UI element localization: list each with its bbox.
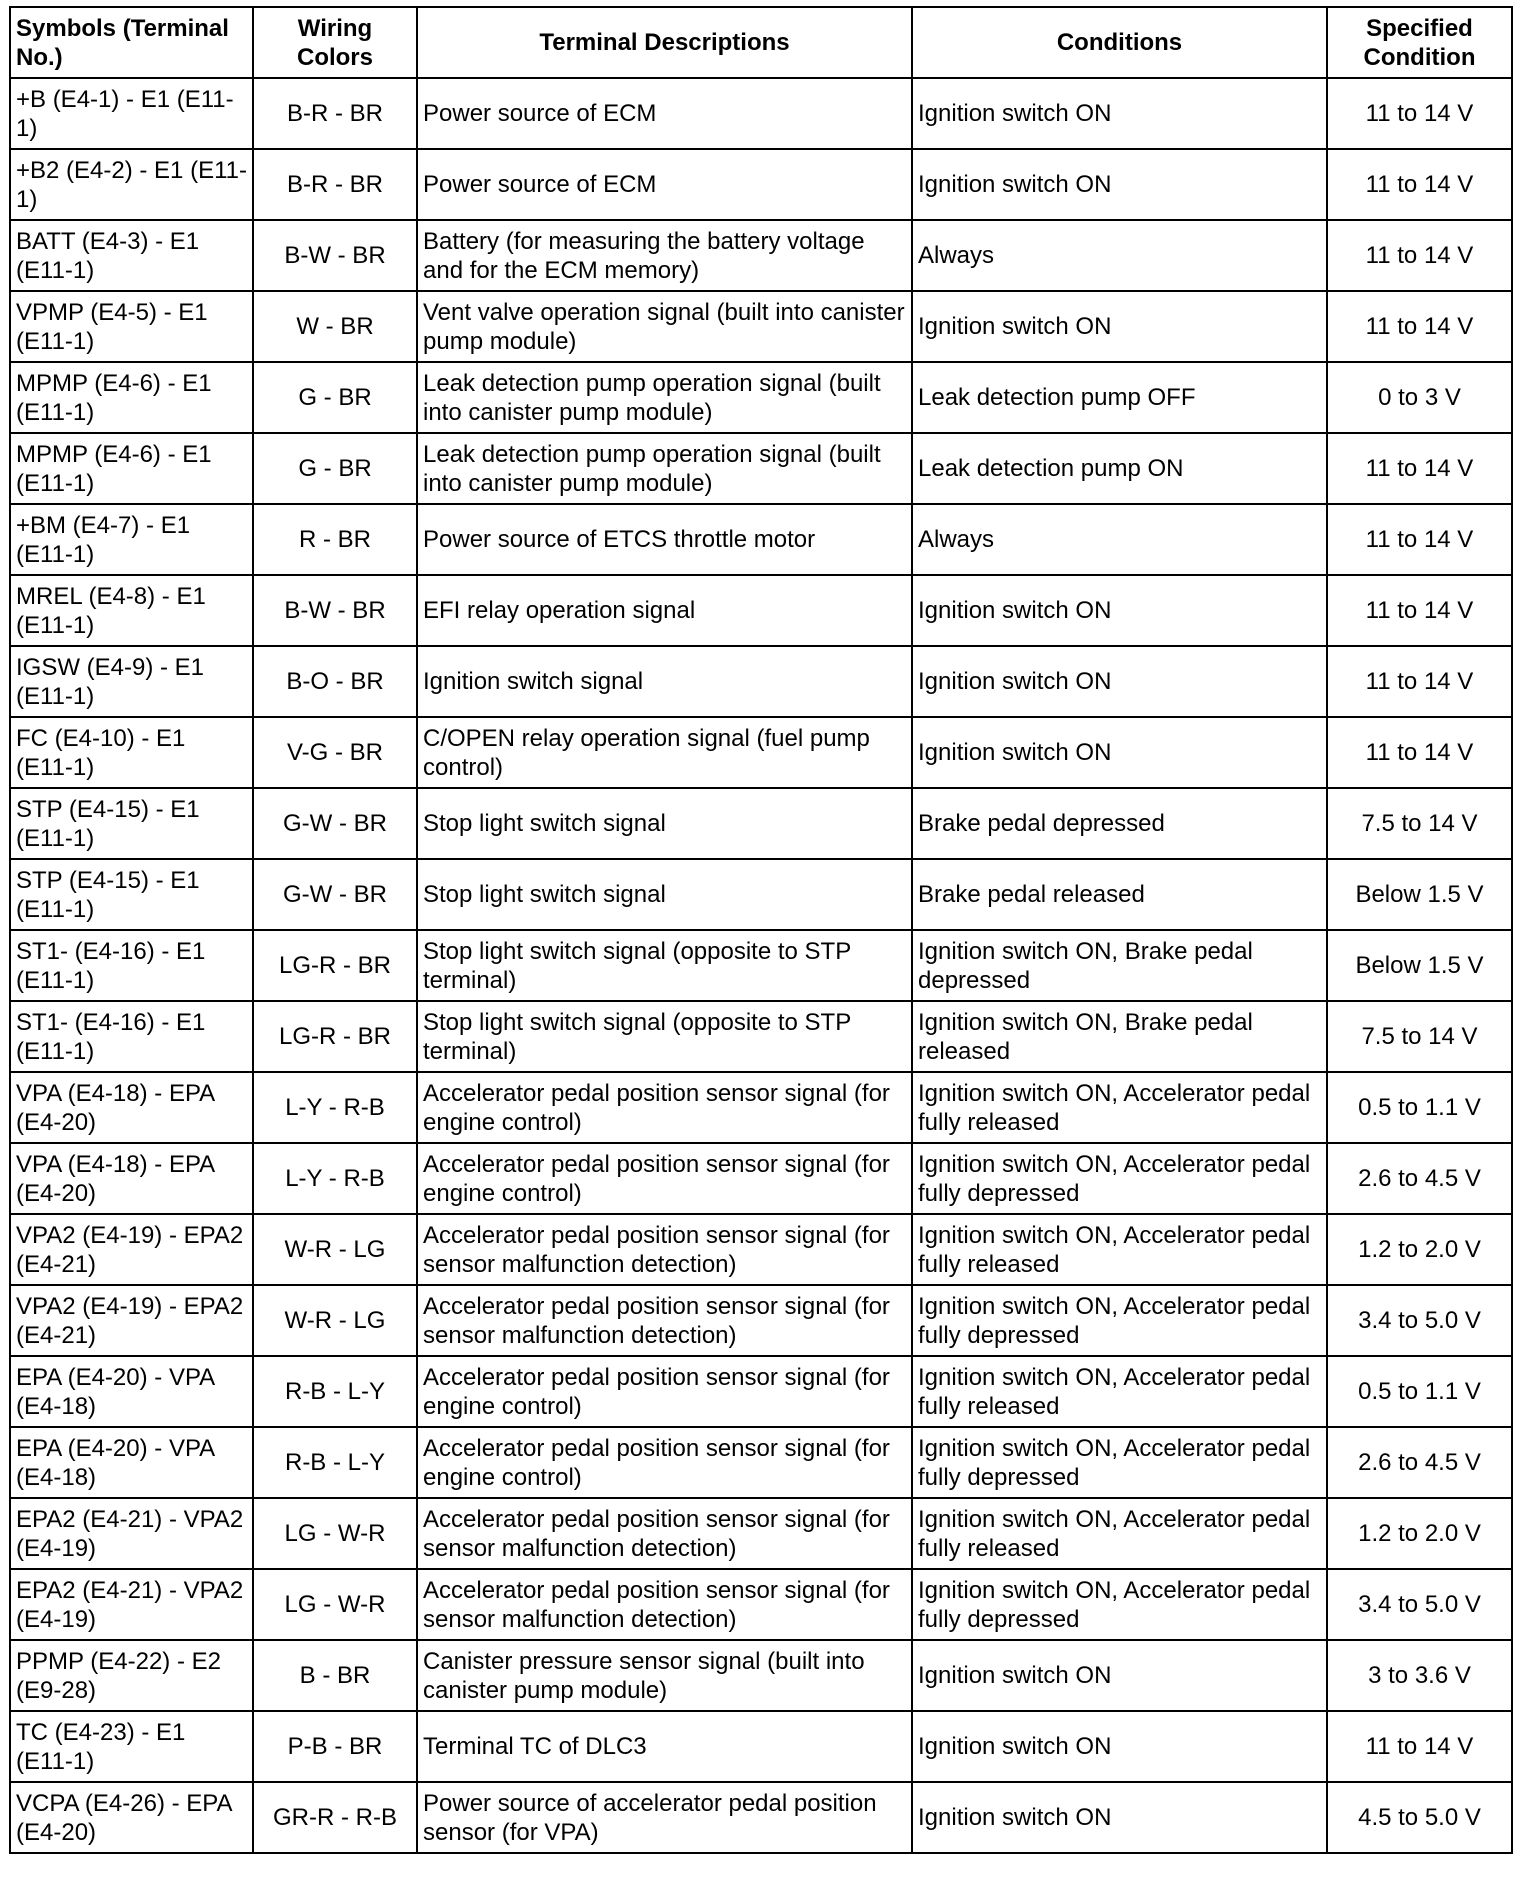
cell-symbol: VCPA (E4-26) - EPA (E4-20) bbox=[10, 1782, 253, 1853]
cell-wiring-color: GR-R - R-B bbox=[253, 1782, 417, 1853]
terminal-spec-sheet bbox=[9, 6, 1511, 1854]
cell-specified-condition: 1.2 to 2.0 V bbox=[1327, 1498, 1512, 1569]
cell-wiring-color: LG-R - BR bbox=[253, 930, 417, 1001]
cell-symbol: MPMP (E4-6) - E1 (E11-1) bbox=[10, 433, 253, 504]
table-row bbox=[10, 1214, 1512, 1285]
cell-specified-condition: 11 to 14 V bbox=[1327, 149, 1512, 220]
table-row bbox=[10, 859, 1512, 930]
cell-specified-condition: 11 to 14 V bbox=[1327, 646, 1512, 717]
table-row bbox=[10, 1782, 1512, 1853]
cell-specified-condition: 2.6 to 4.5 V bbox=[1327, 1427, 1512, 1498]
cell-description: Vent valve operation signal (built into canister pump module) bbox=[417, 291, 912, 362]
table-row bbox=[10, 1285, 1512, 1356]
table-row bbox=[10, 1356, 1512, 1427]
cell-symbol: EPA2 (E4-21) - VPA2 (E4-19) bbox=[10, 1569, 253, 1640]
cell-specified-condition: 3.4 to 5.0 V bbox=[1327, 1569, 1512, 1640]
table-row bbox=[10, 433, 1512, 504]
cell-specified-condition: 0.5 to 1.1 V bbox=[1327, 1356, 1512, 1427]
header-specified-condition: Specified Condition bbox=[1327, 7, 1512, 78]
table-row bbox=[10, 930, 1512, 1001]
cell-wiring-color: B-O - BR bbox=[253, 646, 417, 717]
table-row bbox=[10, 504, 1512, 575]
cell-symbol: EPA2 (E4-21) - VPA2 (E4-19) bbox=[10, 1498, 253, 1569]
cell-description: Accelerator pedal position sensor signal (for engine control) bbox=[417, 1143, 912, 1214]
cell-wiring-color: B-W - BR bbox=[253, 220, 417, 291]
cell-wiring-color: R - BR bbox=[253, 504, 417, 575]
cell-specified-condition: 11 to 14 V bbox=[1327, 291, 1512, 362]
cell-condition: Ignition switch ON, Brake pedal depressed bbox=[912, 930, 1327, 1001]
cell-description: C/OPEN relay operation signal (fuel pump control) bbox=[417, 717, 912, 788]
cell-wiring-color: G-W - BR bbox=[253, 788, 417, 859]
table-row bbox=[10, 1569, 1512, 1640]
cell-condition: Brake pedal released bbox=[912, 859, 1327, 930]
cell-specified-condition: 11 to 14 V bbox=[1327, 1711, 1512, 1782]
cell-wiring-color: P-B - BR bbox=[253, 1711, 417, 1782]
cell-condition: Leak detection pump ON bbox=[912, 433, 1327, 504]
cell-description: Accelerator pedal position sensor signal (for sensor malfunction detection) bbox=[417, 1498, 912, 1569]
cell-description: Leak detection pump operation signal (built into canister pump module) bbox=[417, 362, 912, 433]
cell-specified-condition: 11 to 14 V bbox=[1327, 433, 1512, 504]
cell-specified-condition: 2.6 to 4.5 V bbox=[1327, 1143, 1512, 1214]
cell-condition: Ignition switch ON, Accelerator pedal fully depressed bbox=[912, 1569, 1327, 1640]
cell-description: Canister pressure sensor signal (built into canister pump module) bbox=[417, 1640, 912, 1711]
cell-wiring-color: B-W - BR bbox=[253, 575, 417, 646]
cell-symbol: FC (E4-10) - E1 (E11-1) bbox=[10, 717, 253, 788]
cell-condition: Ignition switch ON, Accelerator pedal fully depressed bbox=[912, 1427, 1327, 1498]
cell-condition: Ignition switch ON, Accelerator pedal fully released bbox=[912, 1498, 1327, 1569]
cell-description: Power source of ECM bbox=[417, 78, 912, 149]
table-row bbox=[10, 1143, 1512, 1214]
cell-wiring-color: LG-R - BR bbox=[253, 1001, 417, 1072]
cell-specified-condition: 11 to 14 V bbox=[1327, 575, 1512, 646]
cell-description: Ignition switch signal bbox=[417, 646, 912, 717]
cell-condition: Ignition switch ON, Accelerator pedal fully depressed bbox=[912, 1143, 1327, 1214]
cell-condition: Ignition switch ON, Accelerator pedal fully released bbox=[912, 1072, 1327, 1143]
cell-symbol: MREL (E4-8) - E1 (E11-1) bbox=[10, 575, 253, 646]
table-row bbox=[10, 291, 1512, 362]
cell-condition: Ignition switch ON, Accelerator pedal fully released bbox=[912, 1214, 1327, 1285]
cell-symbol: EPA (E4-20) - VPA (E4-18) bbox=[10, 1356, 253, 1427]
cell-condition: Ignition switch ON bbox=[912, 1711, 1327, 1782]
header-terminal-descriptions: Terminal Descriptions bbox=[417, 7, 912, 78]
table-row bbox=[10, 1640, 1512, 1711]
terminal-spec-table bbox=[9, 6, 1513, 1854]
cell-specified-condition: 3.4 to 5.0 V bbox=[1327, 1285, 1512, 1356]
table-header bbox=[10, 7, 1512, 78]
cell-description: Accelerator pedal position sensor signal (for sensor malfunction detection) bbox=[417, 1569, 912, 1640]
cell-description: Accelerator pedal position sensor signal (for sensor malfunction detection) bbox=[417, 1214, 912, 1285]
cell-description: Accelerator pedal position sensor signal (for engine control) bbox=[417, 1356, 912, 1427]
cell-symbol: BATT (E4-3) - E1 (E11-1) bbox=[10, 220, 253, 291]
cell-symbol: MPMP (E4-6) - E1 (E11-1) bbox=[10, 362, 253, 433]
cell-wiring-color: R-B - L-Y bbox=[253, 1356, 417, 1427]
cell-specified-condition: 11 to 14 V bbox=[1327, 220, 1512, 291]
cell-specified-condition: 11 to 14 V bbox=[1327, 504, 1512, 575]
cell-condition: Always bbox=[912, 504, 1327, 575]
table-row bbox=[10, 788, 1512, 859]
cell-wiring-color: V-G - BR bbox=[253, 717, 417, 788]
cell-wiring-color: G - BR bbox=[253, 433, 417, 504]
cell-description: Stop light switch signal bbox=[417, 859, 912, 930]
cell-wiring-color: L-Y - R-B bbox=[253, 1072, 417, 1143]
cell-symbol: VPA (E4-18) - EPA (E4-20) bbox=[10, 1143, 253, 1214]
cell-wiring-color: L-Y - R-B bbox=[253, 1143, 417, 1214]
table-row bbox=[10, 575, 1512, 646]
cell-condition: Ignition switch ON bbox=[912, 717, 1327, 788]
cell-condition: Ignition switch ON bbox=[912, 78, 1327, 149]
cell-wiring-color: R-B - L-Y bbox=[253, 1427, 417, 1498]
table-row bbox=[10, 1072, 1512, 1143]
cell-symbol: VPA2 (E4-19) - EPA2 (E4-21) bbox=[10, 1214, 253, 1285]
cell-description: Leak detection pump operation signal (built into canister pump module) bbox=[417, 433, 912, 504]
cell-wiring-color: W-R - LG bbox=[253, 1214, 417, 1285]
cell-symbol: ST1- (E4-16) - E1 (E11-1) bbox=[10, 1001, 253, 1072]
cell-symbol: +B (E4-1) - E1 (E11-1) bbox=[10, 78, 253, 149]
cell-description: Power source of ECM bbox=[417, 149, 912, 220]
cell-symbol: VPA (E4-18) - EPA (E4-20) bbox=[10, 1072, 253, 1143]
header-wiring-colors: Wiring Colors bbox=[253, 7, 417, 78]
cell-symbol: ST1- (E4-16) - E1 (E11-1) bbox=[10, 930, 253, 1001]
cell-specified-condition: 4.5 to 5.0 V bbox=[1327, 1782, 1512, 1853]
cell-description: Power source of ETCS throttle motor bbox=[417, 504, 912, 575]
cell-specified-condition: 0.5 to 1.1 V bbox=[1327, 1072, 1512, 1143]
cell-specified-condition: 0 to 3 V bbox=[1327, 362, 1512, 433]
header-row bbox=[10, 7, 1512, 78]
header-conditions: Conditions bbox=[912, 7, 1327, 78]
cell-specified-condition: Below 1.5 V bbox=[1327, 930, 1512, 1001]
cell-symbol: IGSW (E4-9) - E1 (E11-1) bbox=[10, 646, 253, 717]
cell-wiring-color: B-R - BR bbox=[253, 149, 417, 220]
cell-symbol: TC (E4-23) - E1 (E11-1) bbox=[10, 1711, 253, 1782]
cell-symbol: +B2 (E4-2) - E1 (E11-1) bbox=[10, 149, 253, 220]
cell-specified-condition: 1.2 to 2.0 V bbox=[1327, 1214, 1512, 1285]
cell-specified-condition: Below 1.5 V bbox=[1327, 859, 1512, 930]
cell-specified-condition: 7.5 to 14 V bbox=[1327, 788, 1512, 859]
cell-condition: Ignition switch ON bbox=[912, 646, 1327, 717]
cell-description: Terminal TC of DLC3 bbox=[417, 1711, 912, 1782]
cell-description: Accelerator pedal position sensor signal (for engine control) bbox=[417, 1072, 912, 1143]
cell-wiring-color: LG - W-R bbox=[253, 1569, 417, 1640]
cell-description: Power source of accelerator pedal position sensor (for VPA) bbox=[417, 1782, 912, 1853]
cell-wiring-color: W-R - LG bbox=[253, 1285, 417, 1356]
table-row bbox=[10, 78, 1512, 149]
cell-description: EFI relay operation signal bbox=[417, 575, 912, 646]
cell-condition: Ignition switch ON bbox=[912, 291, 1327, 362]
cell-symbol: EPA (E4-20) - VPA (E4-18) bbox=[10, 1427, 253, 1498]
cell-description: Accelerator pedal position sensor signal (for sensor malfunction detection) bbox=[417, 1285, 912, 1356]
table-row bbox=[10, 646, 1512, 717]
cell-symbol: VPA2 (E4-19) - EPA2 (E4-21) bbox=[10, 1285, 253, 1356]
cell-symbol: VPMP (E4-5) - E1 (E11-1) bbox=[10, 291, 253, 362]
cell-condition: Ignition switch ON, Accelerator pedal fully depressed bbox=[912, 1285, 1327, 1356]
table-row bbox=[10, 1001, 1512, 1072]
table-row bbox=[10, 1711, 1512, 1782]
cell-wiring-color: W - BR bbox=[253, 291, 417, 362]
cell-description: Accelerator pedal position sensor signal (for engine control) bbox=[417, 1427, 912, 1498]
table-row bbox=[10, 149, 1512, 220]
cell-specified-condition: 3 to 3.6 V bbox=[1327, 1640, 1512, 1711]
header-symbols: Symbols (Terminal No.) bbox=[10, 7, 253, 78]
cell-condition: Ignition switch ON bbox=[912, 1640, 1327, 1711]
cell-specified-condition: 11 to 14 V bbox=[1327, 78, 1512, 149]
cell-condition: Ignition switch ON, Brake pedal released bbox=[912, 1001, 1327, 1072]
table-row bbox=[10, 220, 1512, 291]
cell-description: Stop light switch signal bbox=[417, 788, 912, 859]
table-row bbox=[10, 717, 1512, 788]
cell-condition: Leak detection pump OFF bbox=[912, 362, 1327, 433]
cell-description: Battery (for measuring the battery voltage and for the ECM memory) bbox=[417, 220, 912, 291]
cell-symbol: STP (E4-15) - E1 (E11-1) bbox=[10, 859, 253, 930]
cell-wiring-color: B-R - BR bbox=[253, 78, 417, 149]
cell-symbol: STP (E4-15) - E1 (E11-1) bbox=[10, 788, 253, 859]
cell-symbol: PPMP (E4-22) - E2 (E9-28) bbox=[10, 1640, 253, 1711]
cell-symbol: +BM (E4-7) - E1 (E11-1) bbox=[10, 504, 253, 575]
cell-description: Stop light switch signal (opposite to STP terminal) bbox=[417, 1001, 912, 1072]
cell-wiring-color: B - BR bbox=[253, 1640, 417, 1711]
table-row bbox=[10, 362, 1512, 433]
cell-condition: Always bbox=[912, 220, 1327, 291]
cell-wiring-color: LG - W-R bbox=[253, 1498, 417, 1569]
table-row bbox=[10, 1498, 1512, 1569]
cell-condition: Ignition switch ON bbox=[912, 1782, 1327, 1853]
cell-condition: Ignition switch ON bbox=[912, 575, 1327, 646]
cell-condition: Ignition switch ON bbox=[912, 149, 1327, 220]
cell-specified-condition: 7.5 to 14 V bbox=[1327, 1001, 1512, 1072]
cell-specified-condition: 11 to 14 V bbox=[1327, 717, 1512, 788]
cell-wiring-color: G-W - BR bbox=[253, 859, 417, 930]
table-row bbox=[10, 1427, 1512, 1498]
cell-condition: Ignition switch ON, Accelerator pedal fully released bbox=[912, 1356, 1327, 1427]
cell-wiring-color: G - BR bbox=[253, 362, 417, 433]
cell-description: Stop light switch signal (opposite to STP terminal) bbox=[417, 930, 912, 1001]
table-body bbox=[10, 78, 1512, 1853]
cell-condition: Brake pedal depressed bbox=[912, 788, 1327, 859]
